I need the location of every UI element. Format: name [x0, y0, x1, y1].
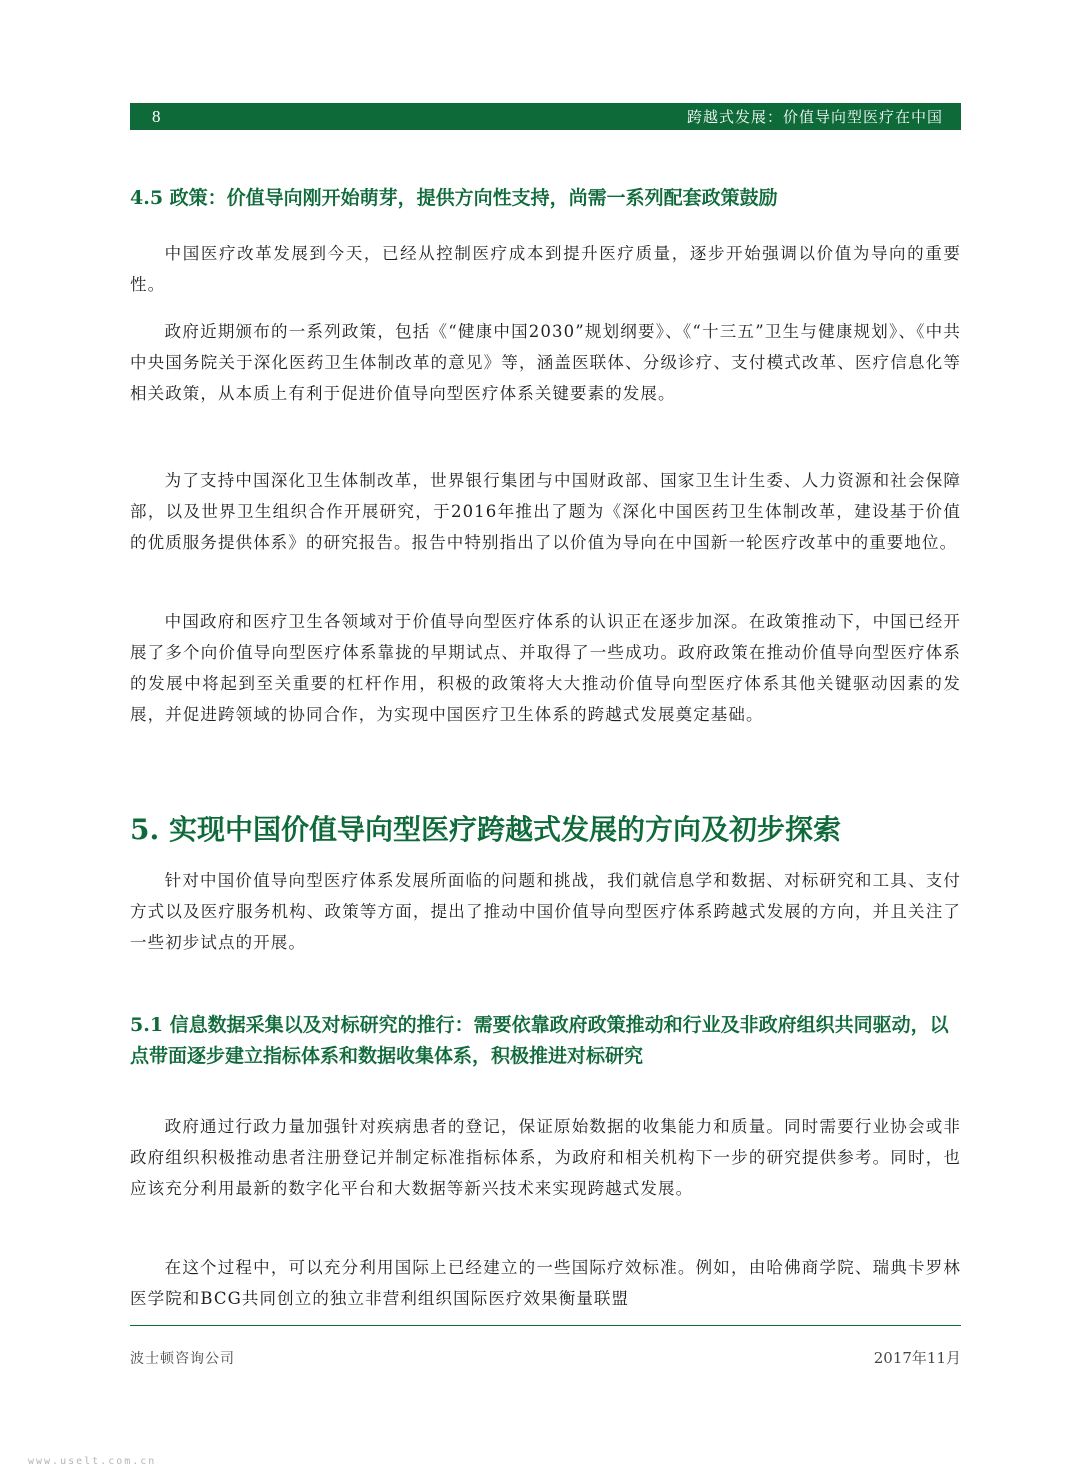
paragraph: 在这个过程中，可以充分利用国际上已经建立的一些国际疗效标准。例如，由哈佛商学院、瑞典卡罗林医学院和BCG共同创立的独立非营利组织国际医疗效果衡量联盟 [130, 1258, 961, 1308]
running-title: 跨越式发展：价值导向型医疗在中国 [686, 108, 943, 126]
paragraph: 针对中国价值导向型医疗体系发展所面临的问题和挑战，我们就信息学和数据、对标研究和工具、支付方式以及医疗服务机构、政策等方面，提出了推动中国价值导向型医疗体系跨越式发展的方向，并且关注了一些初步试点的开展。 [130, 871, 961, 952]
paragraph: 为了支持中国深化卫生体制改革，世界银行集团与中国财政部、国家卫生计生委、人力资源和社会保障部，以及世界卫生组织合作开展研究，于2016年推出了题为《深化中国医药卫生体制改革，建设基于价值的优质服务提供体系》的研究报告。报告中特别指出了以价值为导向在中国新一轮医疗改革中的重要地位。 [130, 471, 961, 552]
page-number: 8 [152, 106, 161, 126]
paragraph: 政府通过行政力量加强针对疾病患者的登记，保证原始数据的收集能力和质量。同时需要行业协会或非政府组织积极推动患者注册登记并制定标准指标体系，为政府和相关机构下一步的研究提供参考。同时，也应该充分利用最新的数字化平台和大数据等新兴技术来实现跨越式发展。 [130, 1117, 961, 1198]
header-bar [130, 103, 961, 130]
footer-publisher: 波士顿咨询公司 [130, 1351, 235, 1367]
section-5-1-heading: 5.1 信息数据采集以及对标研究的推行：需要依靠政府政策推动和行业及非政府组织共同驱动，以点带面逐步建立指标体系和数据收集体系，积极推进对标研究 [130, 1014, 949, 1067]
watermark: www.uselt.com.cn [28, 1456, 157, 1467]
footer-date: 2017年11月 [873, 1349, 961, 1367]
section-5-heading: 5. 实现中国价值导向型医疗跨越式发展的方向及初步探索 [130, 813, 841, 846]
footer-divider [130, 1325, 961, 1326]
paragraph: 政府近期颁布的一系列政策，包括《“健康中国2030”规划纲要》、《“十三五”卫生与健康规划》、《中共中央国务院关于深化医药卫生体制改革的意见》等，涵盖医联体、分级诊疗、支付模式改革、医疗信息化等相关政策，从本质上有利于促进价值导向型医疗体系关键要素的发展。 [130, 322, 961, 403]
paragraph: 中国政府和医疗卫生各领域对于价值导向型医疗体系的认识正在逐步加深。在政策推动下，中国已经开展了多个向价值导向型医疗体系靠拢的早期试点、并取得了一些成功。政府政策在推动价值导向型医疗体系的发展中将起到至关重要的杠杆作用，积极的政策将大大推动价值导向型医疗体系其他关键驱动因素的发展，并促进跨领域的协同合作，为实现中国医疗卫生体系的跨越式发展奠定基础。 [130, 612, 961, 724]
section-4-5-heading: 4.5 政策：价值导向刚开始萌芽，提供方向性支持，尚需一系列配套政策鼓励 [130, 187, 778, 209]
paragraph: 中国医疗改革发展到今天，已经从控制医疗成本到提升医疗质量，逐步开始强调以价值为导向的重要性。 [130, 244, 961, 294]
